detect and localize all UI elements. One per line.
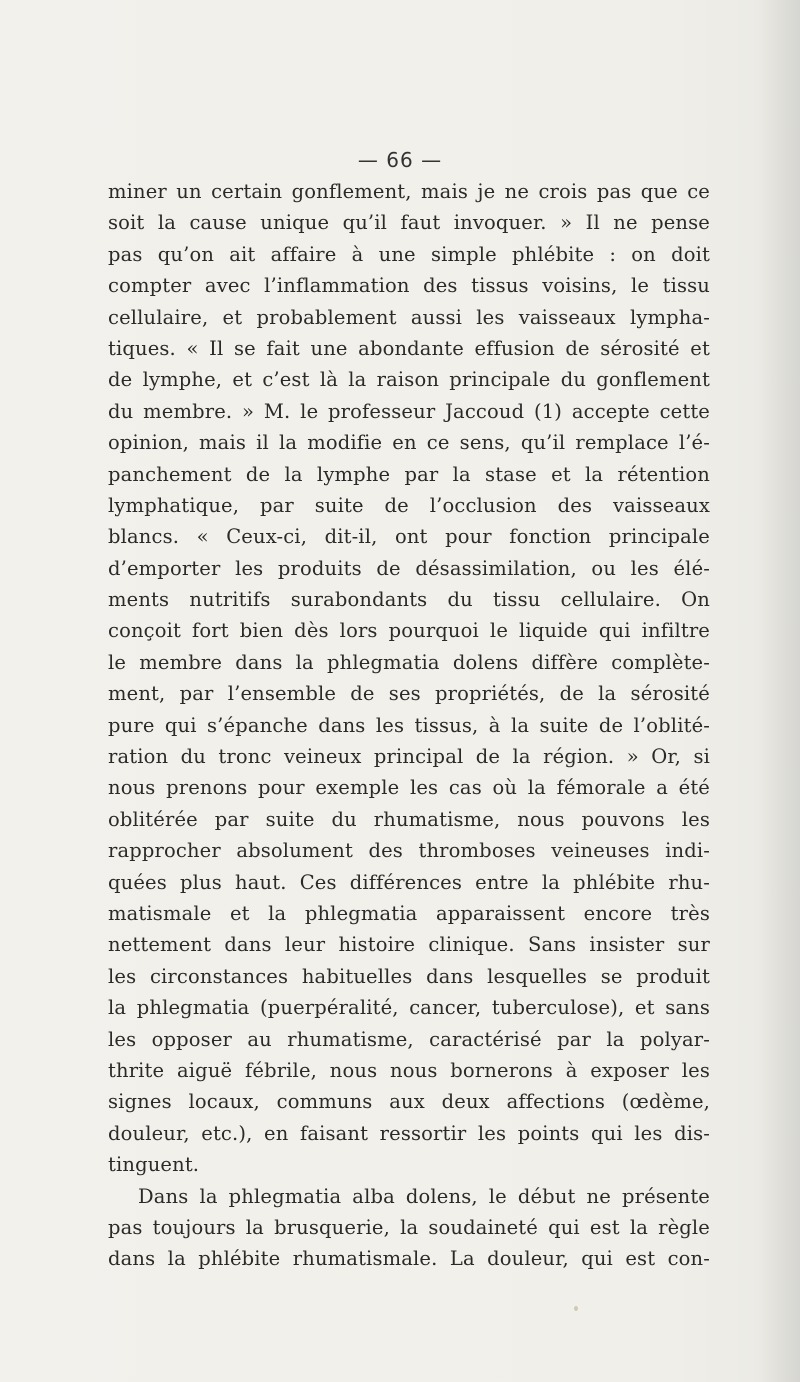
text-line: cellulaire, et probablement aussi les vaisseaux lympha- [108, 305, 710, 329]
text-line: lymphatique, par suite de l’occlusion des vaisseaux [108, 493, 710, 517]
text-line: miner un certain gonflement, mais je ne crois pas que ce [108, 180, 710, 203]
page-number: — 66 — [357, 148, 443, 172]
text-line: conçoit fort bien dès lors pourquoi le liquide qui infiltre [108, 619, 710, 643]
text-line: pas toujours la brusquerie, la soudaineté qui est la règle [108, 1215, 710, 1239]
text-line: dans la phlébite rhumatismale. La douleur, qui est con- [108, 1247, 710, 1271]
text-line: pas qu’on ait affaire à une simple phlébite : on doit [108, 242, 710, 266]
page-text-body [108, 176, 710, 1275]
text-line: signes locaux, communs aux deux affections (œdème, [108, 1090, 710, 1114]
text-line: opinion, mais il la modifie en ce sens, qu’il remplace l’é- [108, 431, 710, 455]
text-line: le membre dans la phlegmatia dolens diffère complète- [108, 650, 710, 674]
text-line: tiques. « Il se fait une abondante effusion de sérosité et [108, 336, 710, 360]
text-line: ment, par l’ensemble de ses propriétés, de la sérosité [108, 682, 710, 706]
text-line: quées plus haut. Ces différences entre la phlébite rhu- [108, 870, 710, 894]
text-line: nettement dans leur histoire clinique. Sans insister sur [108, 933, 710, 957]
text-line: pure qui s’épanche dans les tissus, à la suite de l’oblité- [108, 713, 710, 737]
text-line: d’emporter les produits de désassimilation, ou les élé- [108, 556, 710, 580]
text-line: ration du tronc veineux principal de la région. » Or, si [108, 745, 710, 769]
text-line: blancs. « Ceux-ci, dit-il, ont pour fonction principale [108, 525, 710, 549]
text-line: tinguent. [108, 1153, 200, 1177]
text-line: matismale et la phlegmatia apparaissent encore très [108, 901, 710, 925]
text-line: panchement de la lymphe par la stase et la rétention [108, 462, 710, 486]
text-line: douleur, etc.), en faisant ressortir les points qui les dis- [108, 1121, 710, 1145]
page-edge-shadow [760, 0, 800, 1382]
text-line: les circonstances habituelles dans lesquelles se produit [108, 964, 710, 988]
text-line: oblitérée par suite du rhumatisme, nous pouvons les [108, 807, 710, 831]
text-line: la phlegmatia (puerpéralité, cancer, tuberculose), et sans [108, 996, 710, 1020]
text-line: thrite aiguë fébrile, nous nous bornerons à exposer les [108, 1058, 710, 1082]
text-line: ments nutritifs surabondants du tissu cellulaire. On [108, 588, 710, 612]
text-line: compter avec l’inflammation des tissus voisins, le tissu [108, 274, 710, 298]
text-line: rapprocher absolument des thromboses veineuses indi- [108, 839, 710, 863]
paper-speck [574, 1306, 578, 1311]
text-line: nous prenons pour exemple les cas où la fémorale a été [108, 776, 710, 800]
text-line: du membre. » M. le professeur Jaccoud (1) accepte cette [108, 399, 710, 423]
text-line: les opposer au rhumatisme, caractérisé par la polyar- [108, 1027, 710, 1051]
text-line: de lymphe, et c’est là la raison principale du gonflement [108, 368, 710, 392]
text-line: soit la cause unique qu’il faut invoquer. » Il ne pense [108, 211, 710, 235]
text-line: Dans la phlegmatia alba dolens, le début ne présente [138, 1184, 710, 1208]
